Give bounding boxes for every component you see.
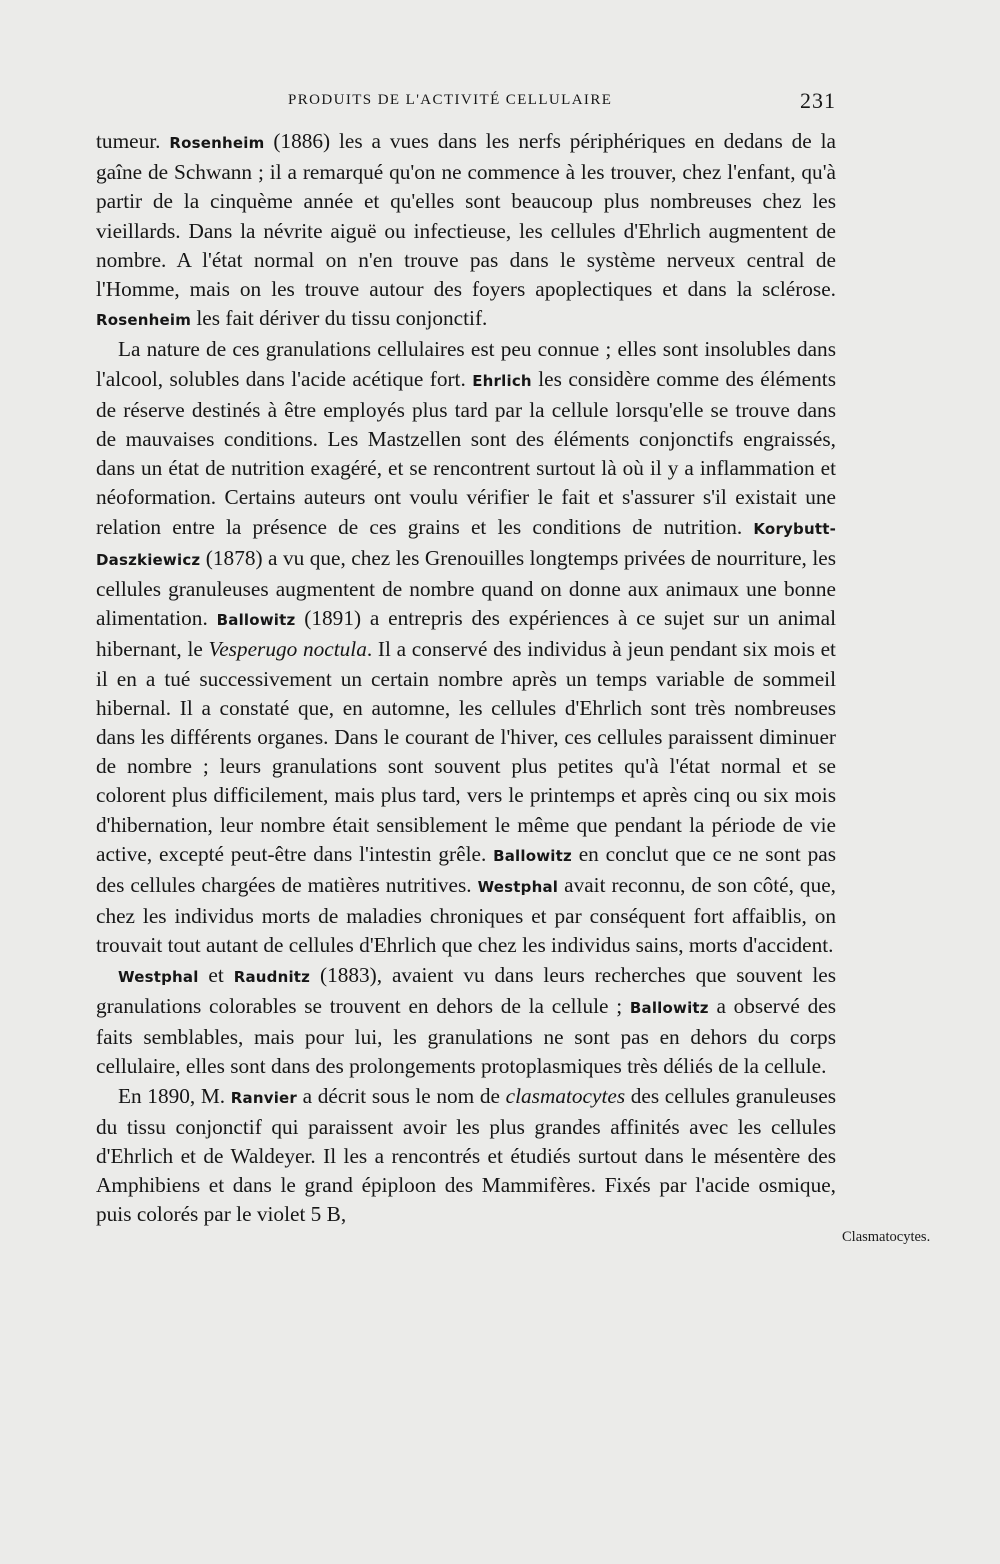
text-run: En 1890, M. [118,1083,231,1108]
paragraph [96,961,836,1082]
page-number: 231 [800,88,836,113]
text-run: des cellules granuleuses du tissu conjonctif qui paraissent avoir les plus grandes affinités avec les cellules d'Ehrlich et de Waldeyer. Il les a rencontrés et étudiés surtout dans le mésentère des Amphibiens et dans le grand épiploon des Mammifères. Fixés par l'acide osmique, puis colorés par le violet 5 B, [96,1083,836,1227]
text-run: (1891) a entrepris des expériences à ce sujet sur un animal hibernant, le [96,606,836,662]
text-run: a décrit sous le nom de [297,1083,506,1108]
running-title: PRODUITS DE L'ACTIVITÉ CELLULAIRE [288,92,613,108]
text-run: et [198,962,234,987]
author-name: Rosenheim [96,311,192,330]
italic-term: Vesperugo noctula [208,637,367,662]
text-run: les considère comme des éléments de réserve destinés à être employés plus tard par la cellule lorsqu'elle se trouve dans de mauvaises conditions. Les Mastzellen sont des éléments conjonctifs engraissés, dans un état de nutrition exagéré, et se rencontrent surtout là où il y a inflammation et néoformation. Certains auteurs ont voulu vérifier le fait et s'assurer s'il existait une relation entre la présence de ces grains et les conditions de nutrition. [96,366,836,539]
text-run: . Il a conservé des individus à jeun pendant six mois et il en a tué successivement un certain nombre après un temps variable de sommeil hibernal. Il a constaté que, en automne, les cellules d'Ehrlich sont très nombreuses dans les différents organes. Dans le courant de l'hiver, ces cellules paraissent diminuer de nombre ; leurs granulations sont souvent plus petites qu'à l'état normal et se colorent plus difficilement, mais plus tard, vers le printemps et après cinq ou six mois d'hibernation, leur nombre était sensiblement le même que pendant la période de vie active, excepté peut-être dans l'intestin grêle. [96,637,836,866]
text-run: a observé des faits semblables, mais pour lui, les granulations ne sont pas en dehors du corps cellulaire, elles sont dans des prolongements protoplasmiques très déliés de la cellule. [96,993,836,1079]
running-header [96,88,836,122]
margin-note: Clasmatocytes. [842,1229,931,1245]
text-run: les fait dériver du tissu conjonctif. [191,306,488,331]
text-run: (1886) les a vues dans les nerfs périphériques en dedans de la gaîne de Schwann ; il a remarqué qu'on ne commence à les trouver, chez l'enfant, qu'à partir de la cinquème année et qu'elles sont beaucoup plus nombreuses chez les vieillards. Dans la névrite aiguë ou infectieuse, les cellules d'Ehrlich augmentent de nombre. A l'état normal on n'en trouve pas dans le système nerveux central de l'Homme, mais on les trouve autour des foyers apoplectiques et dans la sclérose. [96,129,836,302]
author-name: Ballowitz [493,846,572,865]
author-name: Raudnitz [233,967,311,986]
author-name: Rosenheim [169,134,265,152]
author-name: Ballowitz [216,611,296,630]
author-name: Ranvier [230,1088,298,1107]
text-run: tumeur. [96,129,170,153]
author-name: Ehrlich [472,371,532,390]
author-name: Ballowitz [629,998,709,1017]
text-run: en conclut que ce ne sont pas des cellules chargées de matières nutritives. [96,841,836,898]
text-run: avait reconnu, de son côté, que, chez les individus morts de maladies chroniques et par conséquent fort affaiblis, on trouvait tout autant de cellules d'Ehrlich que chez les individus sains, morts d'accident. [96,873,836,958]
paragraph [96,1082,836,1230]
author-name: Westphal [477,878,559,897]
body-text [96,127,836,1230]
text-run: La nature de ces granulations cellulaires est peu connue ; elles sont insolubles dans l'alcool, solubles dans l'acide acétique fort. [96,337,836,391]
paragraph [96,335,836,960]
text-run: (1883), avaient vu dans leurs recherches que souvent les granulations colorables se trouvent en dehors de la cellule ; [96,962,836,1018]
text-run: (1878) a vu que, chez les Grenouilles longtemps privées de nourriture, les cellules granuleuses augmentent de nombre quand on donne aux animaux une bonne alimentation. [96,545,836,631]
author-name: Westphal [118,967,199,986]
author-name: Korybutt-Daszkiewicz [96,519,836,569]
paragraph [96,127,836,335]
italic-term: clasmatocytes [505,1083,626,1108]
